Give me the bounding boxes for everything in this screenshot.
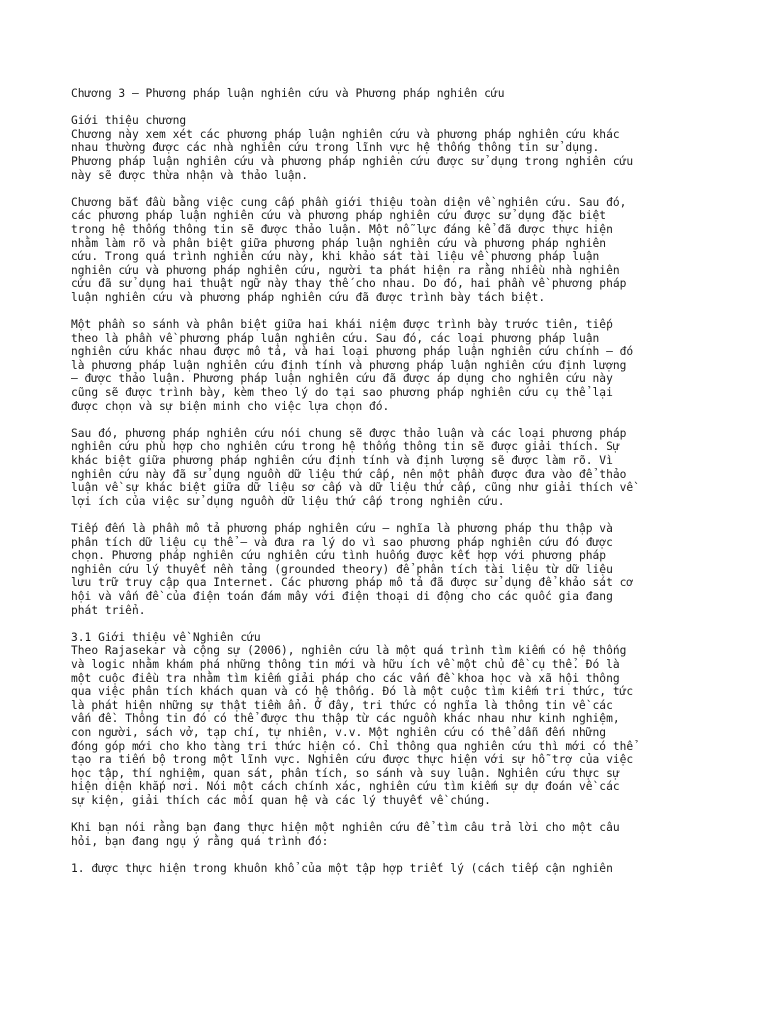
text-line: nghiên cứu và phương pháp nghiên cứu, người ta phát hiện ra rằng nhiều nhà nghiên	[71, 263, 620, 277]
text-line: Chương bắt đầu bằng việc cung cấp phần giới thiệu toàn diện về nghiên cứu. Sau đó,	[71, 195, 627, 209]
text-line: vấn đề. Thông tin đó có thể được thu thập từ các nguồn khác nhau như kinh nghiệm,	[71, 712, 620, 726]
text-line: và logic nhằm khám phá những thông tin mới và hữu ích về một chủ đề cụ thể. Đó là	[71, 657, 620, 671]
text-line: nghiên cứu lý thuyết nền tảng (grounded theory) để phân tích tài liệu từ dữ liệu	[71, 562, 613, 576]
section-3-1	[71, 631, 701, 808]
text-line: 1. được thực hiện trong khuôn khổ của một tập hợp triết lý (cách tiếp cận nghiên	[71, 861, 613, 875]
paragraph-3	[71, 318, 701, 413]
text-line: – được thảo luận. Phương pháp luận nghiên cứu đã được áp dụng cho nghiên cứu này	[71, 372, 613, 386]
paragraph-4	[71, 427, 701, 509]
text-line: các phương pháp luận nghiên cứu và phương pháp nghiên cứu được sử dụng đặc biệt	[71, 209, 607, 223]
text-line: chọn. Phương pháp nghiên cứu nghiên cứu tình huống được kết hợp với phương pháp	[71, 549, 607, 563]
text-line: hội và vấn đề của điện toán đám mây với điện thoại di động cho các quốc gia đang	[71, 589, 613, 603]
text-line: nhằm làm rõ và phân biệt giữa phương pháp luận nghiên cứu và phương pháp nghiên	[71, 236, 607, 250]
section-heading-intro: Giới thiệu chương	[71, 114, 187, 128]
text-line: Tiếp đến là phần mô tả phương pháp nghiên cứu – nghĩa là phương pháp thu thập và	[71, 522, 613, 535]
chapter-title: Chương 3 – Phương pháp luận nghiên cứu và Phương pháp nghiên cứu	[71, 87, 505, 100]
text-line: một cuộc điều tra nhằm tìm kiếm giải pháp cho các vấn đề khoa học và xã hội thông	[71, 671, 620, 685]
text-line: sự kiện, giải thích các mối quan hệ và các lý thuyết về chúng.	[71, 793, 491, 807]
text-line: học tập, thí nghiệm, quan sát, phân tích, so sánh và suy luận. Nghiên cứu thực sự	[71, 766, 620, 780]
text-line: Sau đó, phương pháp nghiên cứu nói chung sẽ được thảo luận và các loại phương pháp	[71, 426, 627, 440]
text-line: tạo ra tiến bộ trong một lĩnh vực. Nghiên cứu được thực hiện với sự hỗ trợ của việc	[71, 753, 634, 767]
text-line: qua việc phân tích khách quan và có hệ thống. Đó là một cuộc tìm kiếm tri thức, tức	[71, 685, 634, 699]
text-line: hiện diện khắp nơi. Nói một cách chính xác, nghiên cứu tìm kiếm sự dự đoán về các	[71, 780, 620, 794]
paragraph-7	[71, 821, 701, 848]
text-line: cứu đã sử dụng hai thuật ngữ này thay thế cho nhau. Do đó, hai phần về phương pháp	[71, 277, 627, 291]
document-page	[71, 87, 701, 889]
list-item-1	[71, 862, 701, 876]
text-line: nghiên cứu phù hợp cho nghiên cứu trong hệ thống thông tin sẽ được giải thích. Sự	[71, 440, 620, 454]
text-line: này sẽ được thừa nhận và thảo luận.	[71, 168, 309, 182]
text-line: phát triển.	[71, 603, 146, 617]
text-line: hỏi, bạn đang ngụ ý rằng quá trình đó:	[71, 834, 329, 848]
text-line: nhau thường được các nhà nghiên cứu trong lĩnh vực hệ thống thông tin sử dụng.	[71, 141, 600, 155]
text-line: theo là phần về phương pháp luận nghiên cứu. Sau đó, các loại phương pháp luận	[71, 331, 600, 345]
section-heading-3-1: 3.1 Giới thiệu về Nghiên cứu	[71, 630, 261, 644]
text-line: là phương pháp luận nghiên cứu định tính và phương pháp luận nghiên cứu định lượng	[71, 358, 627, 372]
text-line: Chương này xem xét các phương pháp luận nghiên cứu và phương pháp nghiên cứu khác	[71, 127, 620, 141]
text-line: được chọn và sự biện minh cho việc lựa chọn đó.	[71, 399, 390, 413]
text-line: con người, sách vở, tạp chí, tự nhiên, v.v. Một nghiên cứu có thể dẫn đến những	[71, 725, 607, 739]
text-line: luận nghiên cứu và phương pháp nghiên cứu đã được trình bày tách biệt.	[71, 290, 546, 304]
text-line: cũng sẽ được trình bày, kèm theo lý do tại sao phương pháp nghiên cứu cụ thể lại	[71, 386, 613, 400]
paragraph-5	[71, 522, 701, 617]
text-line: Theo Rajasekar và cộng sự (2006), nghiên cứu là một quá trình tìm kiếm có hệ thống	[71, 644, 627, 658]
text-line: Phương pháp luận nghiên cứu và phương pháp nghiên cứu được sử dụng trong nghiên cứu	[71, 154, 634, 168]
text-line: Khi bạn nói rằng bạn đang thực hiện một nghiên cứu để tìm câu trả lời cho một câu	[71, 821, 620, 835]
paragraph-intro	[71, 114, 701, 182]
text-line: khác biệt giữa phương pháp nghiên cứu định tính và định lượng sẽ được làm rõ. Vì	[71, 454, 613, 468]
text-line: luận về sự khác biệt giữa dữ liệu sơ cấp và dữ liệu thứ cấp, cũng như giải thích về	[71, 481, 634, 495]
text-line: lợi ích của việc sử dụng nguồn dữ liệu thứ cấp trong nghiên cứu.	[71, 494, 505, 508]
text-line: phân tích dữ liệu cụ thể – và đưa ra lý do vì sao phương pháp nghiên cứu đó được	[71, 535, 613, 549]
text-line: trong hệ thống thông tin sẽ được thảo luận. Một nỗ lực đáng kể đã được thực hiện	[71, 222, 613, 236]
paragraph-2	[71, 196, 701, 305]
text-line: Một phần so sánh và phân biệt giữa hai khái niệm được trình bày trước tiên, tiếp	[71, 318, 613, 332]
text-line: cứu. Trong quá trình nghiên cứu này, khi khảo sát tài liệu về phương pháp luận	[71, 250, 600, 264]
text-line: lưu trữ truy cập qua Internet. Các phương pháp mô tả đã được sử dụng để khảo sát cơ	[71, 576, 634, 590]
text-line: nghiên cứu khác nhau được mô tả, và hai loại phương pháp luận nghiên cứu chính – đó	[71, 345, 634, 359]
text-line: đóng góp mới cho kho tàng tri thức hiện có. Chỉ thông qua nghiên cứu thì mới có thể	[71, 739, 634, 753]
text-line: nghiên cứu này đã sử dụng nguồn dữ liệu thứ cấp, nên một phần được đưa vào để thảo	[71, 467, 627, 481]
text-line: là phát hiện những sự thật tiềm ẩn. Ở đây, tri thức có nghĩa là thông tin về các	[71, 698, 613, 712]
